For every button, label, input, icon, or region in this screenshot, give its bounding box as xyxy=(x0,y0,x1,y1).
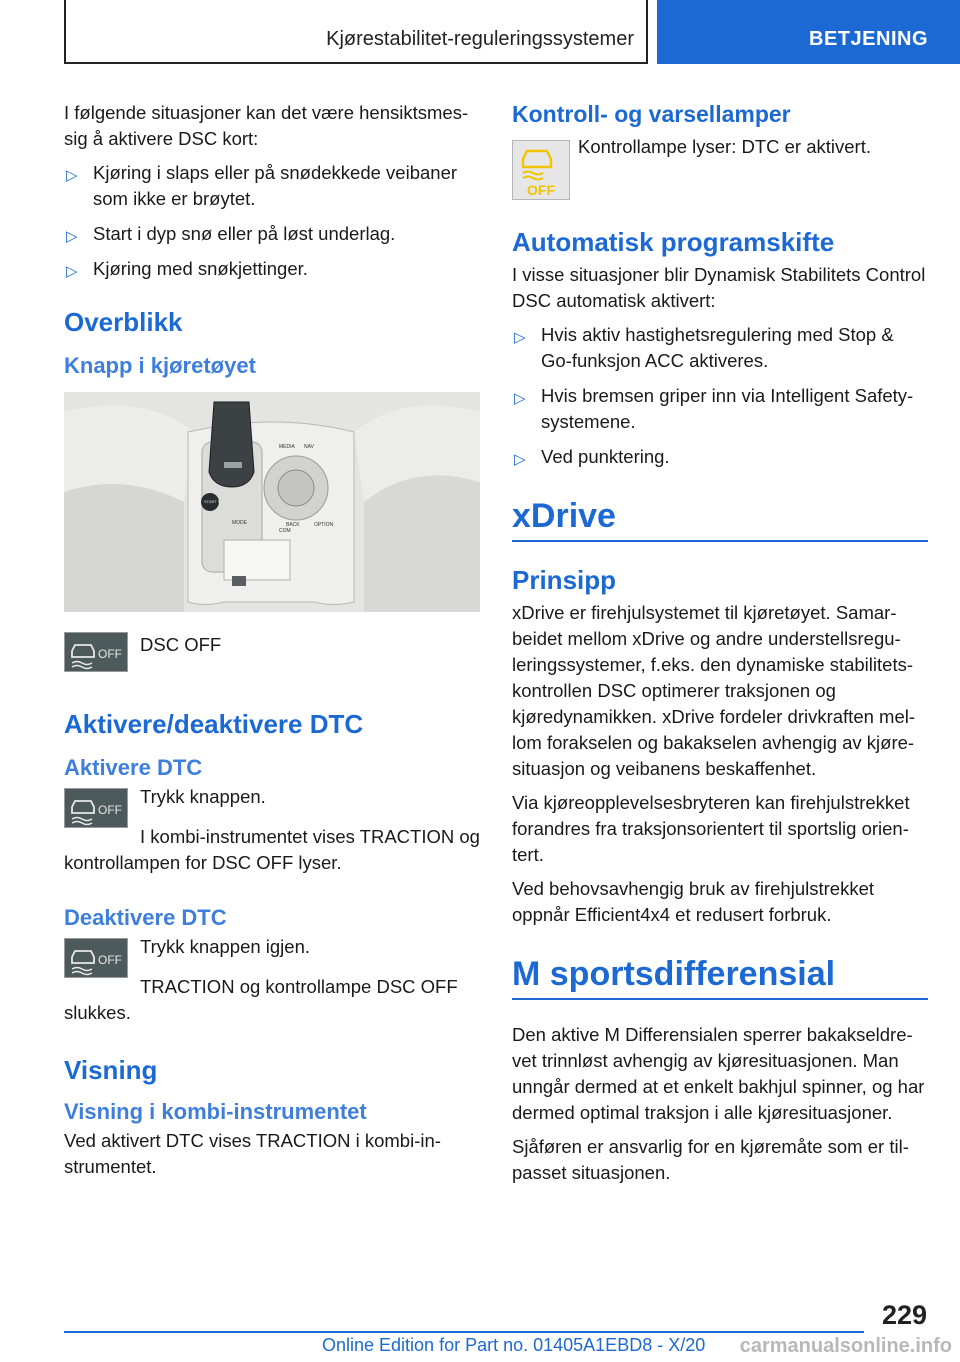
photo-label-media: MEDIA xyxy=(279,444,295,450)
lamp-off-text: OFF xyxy=(98,647,122,661)
activate-row xyxy=(64,784,480,824)
header-chapter-box xyxy=(64,0,648,64)
photo-label-option: OPTION xyxy=(314,522,334,528)
photo-label-back: BACK xyxy=(286,522,300,528)
lamp-off-text: OFF xyxy=(98,953,122,967)
activate-deactivate-heading: Aktivere/deaktivere DTC xyxy=(64,709,364,739)
auto-text: I visse situasjoner blir Dynamisk Stabilitets Control DSC automatisk aktivert: xyxy=(512,264,926,311)
dsc-off-lamp-icon xyxy=(64,938,128,978)
footer-edition: Online Edition for Part no. 01405A1EBD8 - X/20 xyxy=(322,1335,706,1355)
left-column xyxy=(64,100,480,1188)
display-sub-heading: Visning i kombi-instrumentet xyxy=(64,1099,367,1124)
principle-paragraph-1: xDrive er firehjulsystemet til kjøretøyet. Samarbeidet mellom xDrive og andre understellsreguleringssystemer, f.eks. den dynamiske stabilitetskontrollen DSC optimerer traksjonen og kjøredynamikken. xDrive fordeler drivkraften mellom forakselen og bakakselen avhengig av kjøresituasjon og veibanens beskaffenhet. xyxy=(512,602,916,779)
principle-paragraph-3: Ved behovsavhengig bruk av firehjulstrekket oppnår Efficient4x4 et redusert forbruk. xyxy=(512,878,874,925)
triangle-bullet-icon: ▷ xyxy=(66,228,78,245)
page-number: 229 xyxy=(881,1300,927,1330)
dsc-off-lamp-icon xyxy=(64,788,128,828)
display-heading: Visning xyxy=(64,1055,158,1085)
auto-list xyxy=(512,322,928,470)
center-console-photo xyxy=(64,392,480,612)
photo-label-start-stop: START STOP xyxy=(204,499,229,504)
dsc-off-lamp-icon xyxy=(64,632,128,672)
triangle-bullet-icon: ▷ xyxy=(514,329,526,346)
triangle-bullet-icon: ▷ xyxy=(514,451,526,468)
activate-result: I kombi-instrumentet vises TRACTION og kontrollampen for DSC OFF lyser. xyxy=(64,826,480,873)
triangle-bullet-icon: ▷ xyxy=(514,390,526,407)
principle-paragraph-2: Via kjøreopplevelsesbryteren kan firehjulstrekket forandres fra traksjonsorientert til sportslig orientert. xyxy=(512,792,910,865)
list-item: ▷ Kjøring i slaps eller på snødekkede veibaner som ikke er brøytet. xyxy=(66,162,458,209)
auto-heading: Automatisk programskifte xyxy=(512,227,835,257)
footer-divider xyxy=(64,1331,864,1333)
lamp-off-text: OFF xyxy=(98,803,122,817)
principle-heading: Prinsipp xyxy=(512,565,617,595)
deactivate-heading: Deaktivere DTC xyxy=(64,905,227,930)
intro-list xyxy=(64,160,480,282)
right-column xyxy=(512,100,928,1194)
activate-step: Trykk knappen. xyxy=(140,786,266,807)
deactivate-result: TRACTION og kontrollampe DSC OFF slukkes. xyxy=(64,976,458,1023)
lamp-row xyxy=(512,134,928,196)
list-item: ▷ Ved punktering. xyxy=(512,444,928,470)
triangle-bullet-icon: ▷ xyxy=(66,263,78,280)
dtc-indicator-lamp-icon xyxy=(512,140,570,200)
header-chapter-title: Kjørestabilitet-reguleringssystemer xyxy=(326,28,634,50)
watermark: carmanualsonline.info xyxy=(739,1335,952,1357)
activate-heading: Aktivere DTC xyxy=(64,755,203,780)
dsc-off-row xyxy=(64,632,480,672)
list-item: ▷ Start i dyp snø eller på løst underlag. xyxy=(64,221,480,247)
button-heading: Knapp i kjøretøyet xyxy=(64,353,256,378)
lamp-off-text: OFF xyxy=(527,182,555,198)
photo-label-com: COM xyxy=(279,528,291,534)
overview-heading: Overblikk xyxy=(64,307,183,337)
display-text: Ved aktivert DTC vises TRACTION i kombi-instrumentet. xyxy=(64,1130,441,1177)
xdrive-heading: xDrive xyxy=(512,496,928,542)
deactivate-row xyxy=(64,934,480,974)
photo-label-mode: MODE xyxy=(232,520,247,526)
list-item: ▷ Kjøring med snøkjettinger. xyxy=(64,256,480,282)
triangle-bullet-icon: ▷ xyxy=(66,167,78,184)
msport-heading: M sportsdifferensial xyxy=(512,954,928,1000)
photo-label-nav: NAV xyxy=(304,444,314,450)
intro-text: I følgende situasjoner kan det være hensiktsmessig å aktivere DSC kort: xyxy=(64,102,469,149)
msport-paragraph-1: Den aktive M Differensialen sperrer bakakseldrevet trinnløst avhengig av kjøresituasjonen. Man unngår dermed at et enkelt bakhjul spinner, og har dermed optimal traksjon i alle kjøresituasjoner. xyxy=(512,1024,925,1123)
list-item: ▷ Hvis aktiv hastighetsregulering med Stop & Go-funksjon ACC aktiveres. xyxy=(514,324,894,371)
msport-paragraph-2: Sjåføren er ansvarlig for en kjøremåte som er tilpasset situasjonen. xyxy=(512,1136,909,1183)
header-section-box xyxy=(657,0,960,64)
deactivate-step: Trykk knappen igjen. xyxy=(140,936,311,957)
lamp-text: Kontrollampe lyser: DTC er aktivert. xyxy=(578,136,872,157)
list-item: ▷ Hvis bremsen griper inn via Intelligent Safety-systemene. xyxy=(514,385,914,432)
header-section-title: BETJENING xyxy=(809,28,928,50)
dsc-off-label: DSC OFF xyxy=(140,634,222,655)
lamps-heading: Kontroll- og varsellamper xyxy=(512,101,791,127)
